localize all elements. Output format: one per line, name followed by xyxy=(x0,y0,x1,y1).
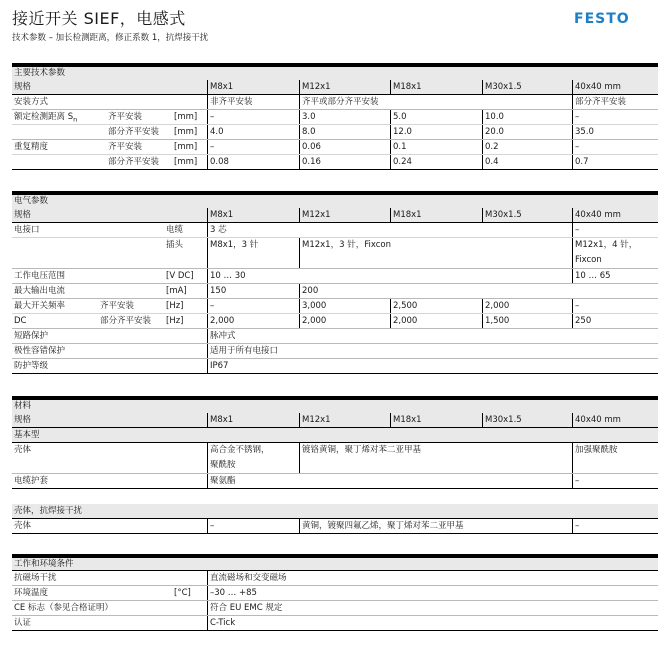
housing-v1-line1: 高合金不锈钢， xyxy=(210,445,270,455)
col-header-m8: M8x1 xyxy=(207,208,233,222)
col-header-m18: M18x1 xyxy=(390,80,422,94)
col-header-spec: 规格 xyxy=(14,415,32,425)
col-header-m30: M30x1.5 xyxy=(482,413,522,427)
cell: 非齐平安装 xyxy=(207,95,253,109)
section-title: 工作和环境条件 xyxy=(12,558,658,571)
cell: 250 xyxy=(572,314,591,328)
row-sublabel: 电缆 xyxy=(166,225,184,235)
header-row xyxy=(12,80,658,95)
row-label: DC xyxy=(14,316,27,326)
cell: 0.4 xyxy=(482,155,499,169)
col-header-m12: M12x1 xyxy=(299,208,331,222)
cell: – xyxy=(572,299,579,313)
cell: 4.0 xyxy=(207,125,224,139)
cell: 200 xyxy=(299,284,318,298)
detect-subscript: n xyxy=(73,115,78,124)
cell: 0.08 xyxy=(207,155,229,169)
cell: – xyxy=(572,223,579,237)
col-header-m12: M12x1 xyxy=(299,413,331,427)
subsection-title: 基本型 xyxy=(14,430,40,440)
section-title: 材料 xyxy=(12,400,658,413)
cell: 0.7 xyxy=(572,155,589,169)
row-unit: [Hz] xyxy=(166,301,184,311)
table-row-conn-cable xyxy=(12,223,658,238)
cell: – xyxy=(207,299,214,313)
cell: 2,000 xyxy=(299,314,326,328)
row-label: 环境温度 xyxy=(14,588,49,598)
cell: 2,500 xyxy=(390,299,417,313)
subsection-weld xyxy=(12,504,658,519)
cell: 黄铜，镀聚四氟乙烯，聚丁烯对苯二亚甲基 xyxy=(299,519,464,533)
row-label: 最大开关频率 xyxy=(14,301,66,311)
table-row-repeat-flush xyxy=(12,140,658,155)
section-electrical xyxy=(12,191,658,374)
table-row-housing xyxy=(12,443,658,474)
row-label: 电接口 xyxy=(14,225,40,235)
cell: 0.1 xyxy=(390,140,407,154)
cell: – xyxy=(572,519,579,533)
festo-logo: FESTO xyxy=(574,11,630,27)
table-row-freq-partial xyxy=(12,314,658,329)
plug-v5-line2: Fixcon xyxy=(575,255,602,265)
table-row-sheath xyxy=(12,474,658,489)
row-label: 工作电压范围 xyxy=(14,271,66,281)
row-unit: [mm] xyxy=(174,127,198,137)
row-unit: [mm] xyxy=(174,112,198,122)
row-label: 壳体 xyxy=(14,521,32,531)
page-title: 接近开关 SIEF，电感式 xyxy=(12,9,186,28)
section-main-params xyxy=(12,63,658,170)
cell: – xyxy=(572,140,579,154)
col-header-40x40: 40x40 mm xyxy=(572,413,621,427)
table-row-mount xyxy=(12,95,658,110)
table-row-detect-flush xyxy=(12,110,658,125)
section-environment xyxy=(12,554,658,631)
housing-v1-line2: 聚酰胺 xyxy=(210,460,236,470)
row-label: 电缆护套 xyxy=(14,476,49,486)
cell: 聚氨酯 xyxy=(207,474,236,488)
section-materials xyxy=(12,396,658,534)
table-row-temp xyxy=(12,586,658,601)
cell: 5.0 xyxy=(390,110,407,124)
cell: 35.0 xyxy=(572,125,594,139)
row-unit: [°C] xyxy=(174,588,191,598)
row-unit: [mA] xyxy=(166,286,187,296)
cell: IP67 xyxy=(207,359,228,373)
row-sublabel: 部分齐平安装 xyxy=(108,127,160,137)
plug-v5-line1: M12x1，4 针， xyxy=(575,240,638,250)
subsection-title: 壳体，抗焊接干扰 xyxy=(14,506,83,516)
col-header-40x40: 40x40 mm xyxy=(572,80,621,94)
detect-label: 额定检测距离 S xyxy=(14,112,74,122)
col-header-m30: M30x1.5 xyxy=(482,208,522,222)
page-subtitle: 技术参数 – 加长检测距离，修正系数 1，抗焊接干扰 xyxy=(12,33,209,43)
cell: – xyxy=(572,110,579,124)
cell xyxy=(207,443,270,473)
cell: 150 xyxy=(207,284,226,298)
col-header-40x40: 40x40 mm xyxy=(572,208,621,222)
table-row-cert xyxy=(12,616,658,631)
cell: 3,000 xyxy=(299,299,326,313)
row-sublabel: 齐平安装 xyxy=(100,301,135,311)
row-label: 安装方式 xyxy=(14,97,49,107)
table-row-current xyxy=(12,284,658,299)
col-header-spec: 规格 xyxy=(14,210,32,220)
table-row-conn-plug xyxy=(12,238,658,269)
cell: 符合 EU EMC 规定 xyxy=(207,601,282,615)
cell: 10 … 30 xyxy=(207,269,246,283)
row-unit: [mm] xyxy=(174,142,198,152)
row-sublabel: 齐平安装 xyxy=(108,142,143,152)
col-header-m12: M12x1 xyxy=(299,80,331,94)
table-row-ip xyxy=(12,359,658,374)
col-header-m8: M8x1 xyxy=(207,80,233,94)
row-label: 认证 xyxy=(14,618,32,628)
col-header-m30: M30x1.5 xyxy=(482,80,522,94)
cell: 适用于所有电接口 xyxy=(207,344,278,358)
section-title: 电气参数 xyxy=(12,195,658,208)
table-row-housing-weld xyxy=(12,519,658,534)
row-label: 极性容错保护 xyxy=(14,346,66,356)
row-label: 防护等级 xyxy=(14,361,49,371)
cell: 0.2 xyxy=(482,140,499,154)
row-label: 抗磁场干扰 xyxy=(14,573,57,583)
cell: 镀铬黄铜，聚丁烯对苯二亚甲基 xyxy=(299,443,421,473)
cell: 2,000 xyxy=(390,314,417,328)
row-sublabel: 齐平安装 xyxy=(108,112,143,122)
cell: 8.0 xyxy=(299,125,316,139)
cell: 3.0 xyxy=(299,110,316,124)
row-label: 重复精度 xyxy=(14,142,49,152)
cell: – xyxy=(207,140,214,154)
col-header-m18: M18x1 xyxy=(390,208,422,222)
cell: 0.06 xyxy=(299,140,321,154)
row-label: 壳体 xyxy=(14,445,32,455)
col-header-spec: 规格 xyxy=(14,82,32,92)
table-row-repeat-partial xyxy=(12,155,658,170)
cell: 10 … 65 xyxy=(572,269,611,283)
cell: C-Tick xyxy=(207,616,235,630)
cell xyxy=(572,238,637,268)
row-unit: [mm] xyxy=(174,157,198,167)
cell: 直流磁场和交变磁场 xyxy=(207,571,287,585)
section-title: 主要技术参数 xyxy=(12,67,658,80)
cell: – xyxy=(207,519,214,533)
row-label: 短路保护 xyxy=(14,331,49,341)
row-unit: [Hz] xyxy=(166,316,184,326)
table-row-freq-flush xyxy=(12,299,658,314)
row-label xyxy=(12,110,77,124)
cell: 脉冲式 xyxy=(207,329,236,343)
cell: 1,500 xyxy=(482,314,509,328)
col-header-m18: M18x1 xyxy=(390,413,422,427)
table-row-ce xyxy=(12,601,658,616)
subsection-basic xyxy=(12,428,658,443)
table-row-short xyxy=(12,329,658,344)
cell: M8x1，3 针 xyxy=(207,238,258,268)
cell: 12.0 xyxy=(390,125,412,139)
cell: 部分齐平安装 xyxy=(572,95,626,109)
cell: 0.16 xyxy=(299,155,321,169)
row-label: CE 标志（参见合格证明） xyxy=(14,603,114,613)
row-sublabel: 部分齐平安装 xyxy=(108,157,160,167)
header-row xyxy=(12,413,658,428)
cell: – xyxy=(572,474,579,488)
table-row-polarity xyxy=(12,344,658,359)
cell: – xyxy=(207,110,214,124)
cell: 2,000 xyxy=(207,314,234,328)
col-header-m8: M8x1 xyxy=(207,413,233,427)
row-unit: [V DC] xyxy=(166,271,194,281)
cell: 加强聚酰胺 xyxy=(572,443,618,473)
cell: 20.0 xyxy=(482,125,504,139)
row-label: 最大输出电流 xyxy=(14,286,66,296)
cell: 10.0 xyxy=(482,110,504,124)
cell: –30 … +85 xyxy=(207,586,257,600)
row-sublabel: 部分齐平安装 xyxy=(100,316,152,326)
cell: 0.24 xyxy=(390,155,412,169)
table-row-field xyxy=(12,571,658,586)
table-row-detect-partial xyxy=(12,125,658,140)
row-sublabel: 插头 xyxy=(166,240,184,250)
header-row xyxy=(12,208,658,223)
cell: 3 芯 xyxy=(207,223,227,237)
cell: M12x1，3 针，Fixcon xyxy=(299,238,391,268)
cell: 齐平或部分齐平安装 xyxy=(299,95,379,109)
table-row-voltage xyxy=(12,269,658,284)
cell: 2,000 xyxy=(482,299,509,313)
